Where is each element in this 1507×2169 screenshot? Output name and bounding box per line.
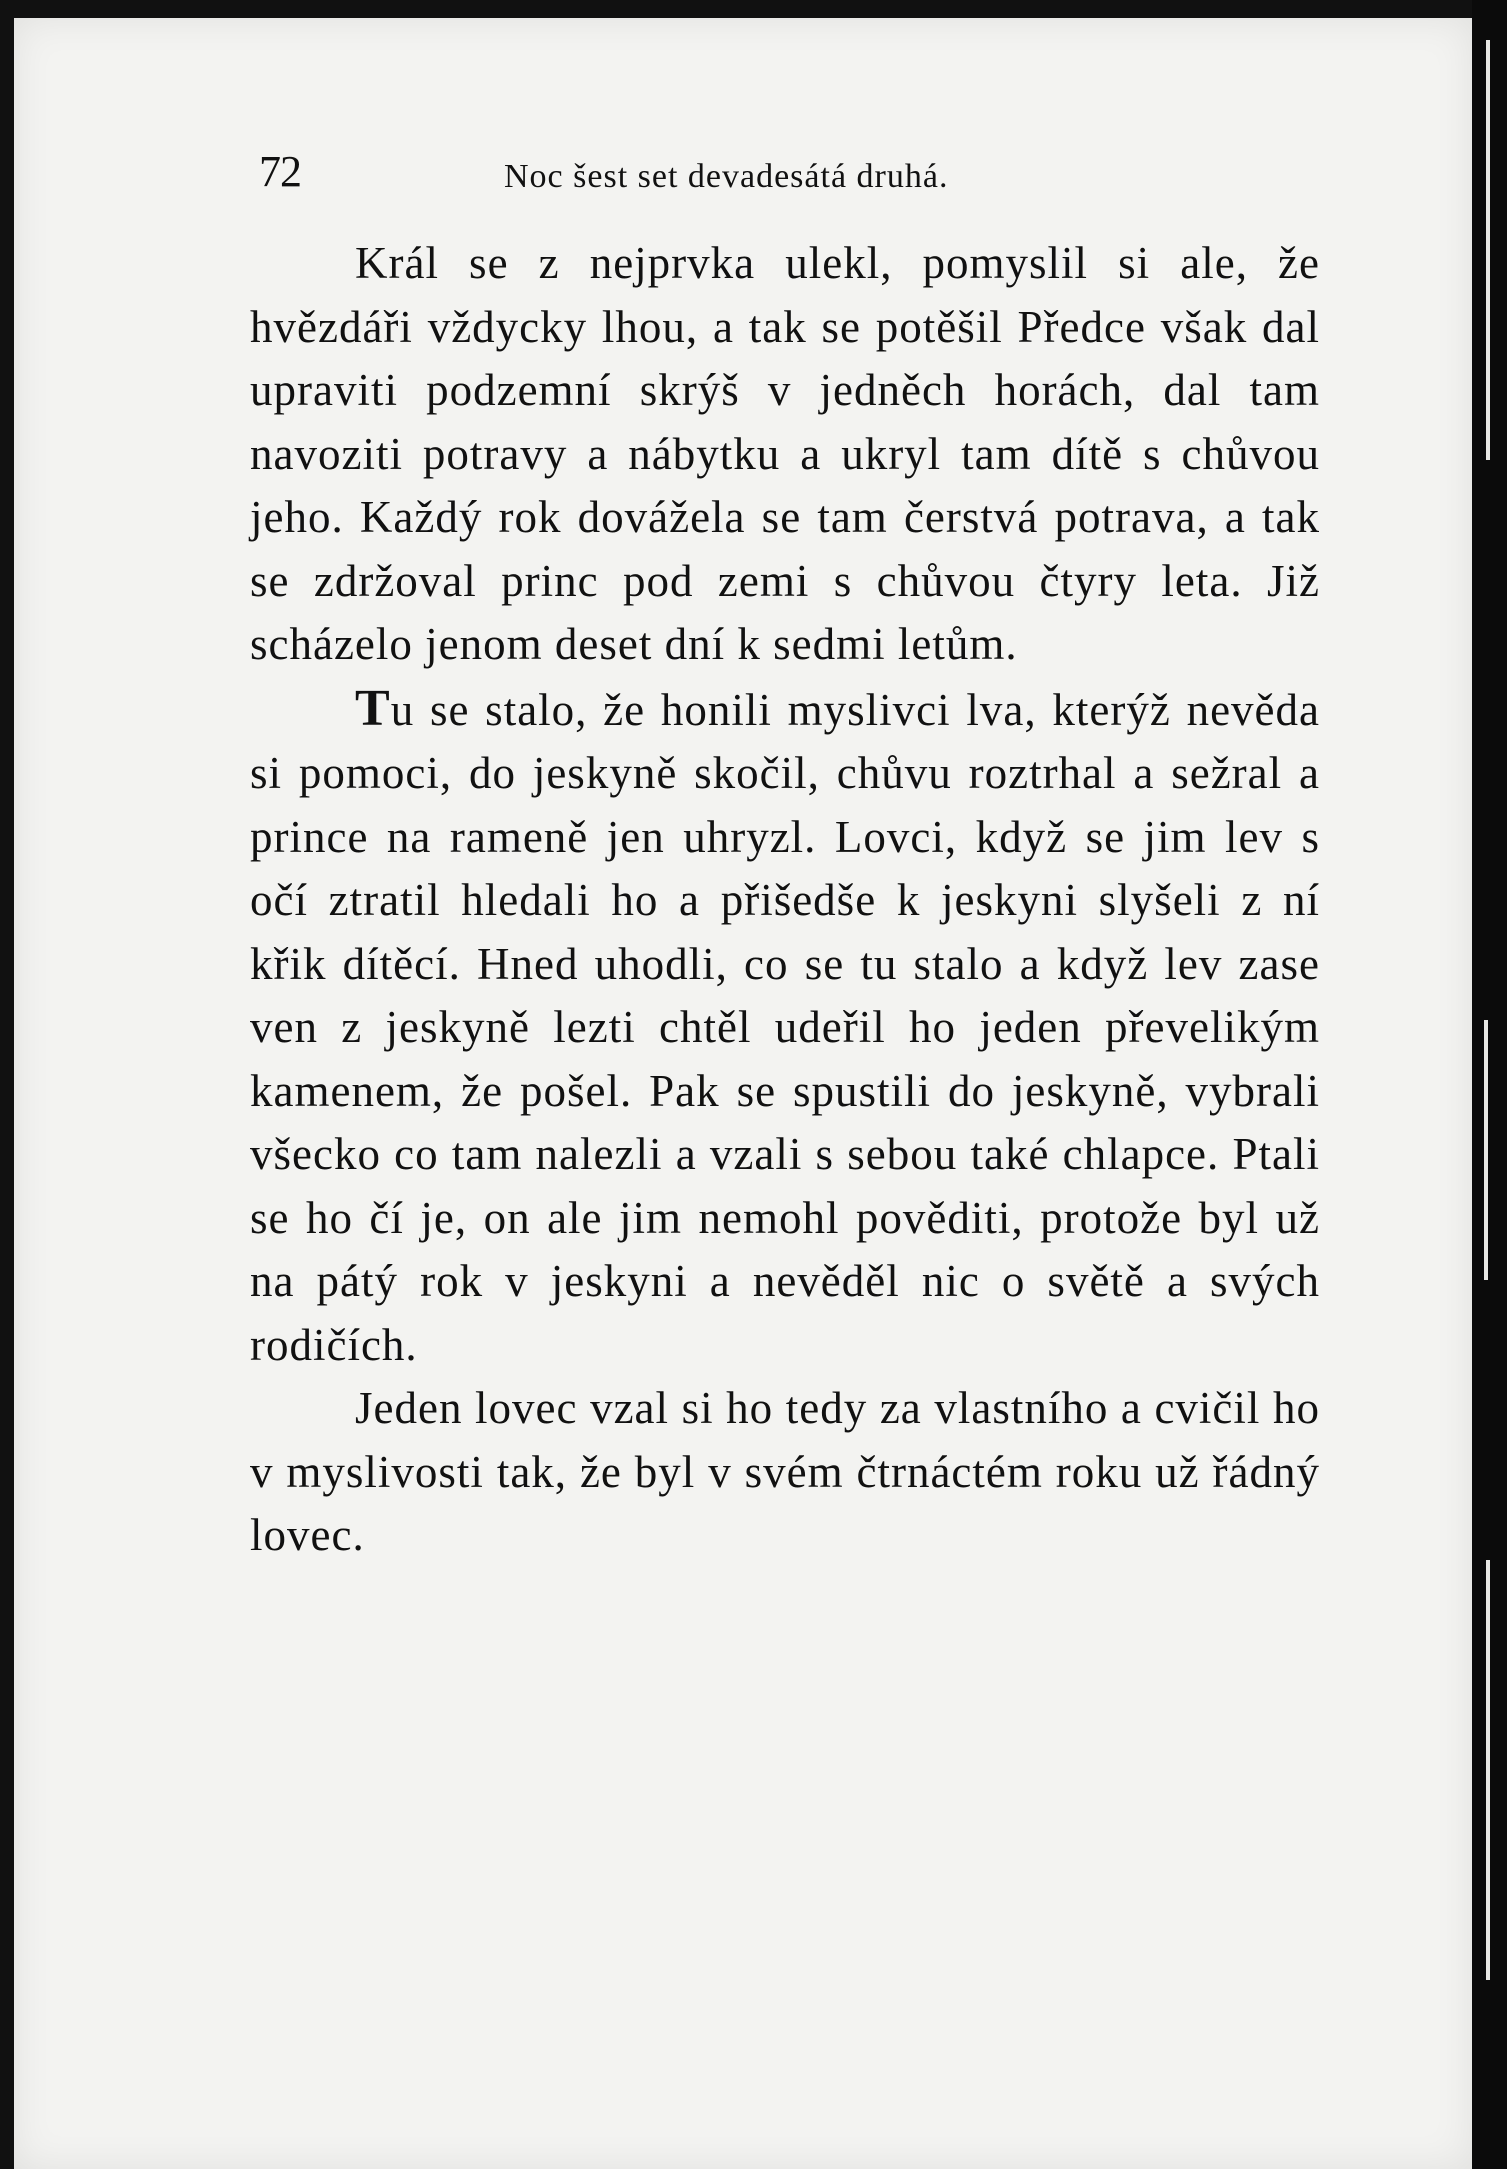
edge-mark	[1484, 1020, 1488, 1280]
scan-edge	[1472, 0, 1507, 2169]
paragraph-2	[250, 677, 1320, 1378]
paragraph-3	[250, 1377, 1320, 1568]
running-title: Noc šest set devadesátá druhá.	[504, 158, 949, 195]
page-header	[244, 146, 1344, 206]
body-text	[250, 232, 1320, 1568]
paragraph-1-text: Král se z nejprvka ulekl, pomyslil si ale, že hvězdáři vždycky lhou, a tak se potěšil Předce však dal upraviti podzemní skrýš v jedněch horách, dal tam navoziti potravy a nábytku a ukryl tam dítě s chůvou jeho. Každý rok dovážela se tam čerstvá potrava, a tak se zdržoval princ pod zemi s chůvou čtyry leta. Již scházelo jenom deset dní k sedmi letům.	[250, 238, 1320, 669]
paragraph-3-text: Jeden lovec vzal si ho tedy za vlastního a cvičil ho v myslivosti tak, že byl v svém čtrnáctém roku už řádný lovec.	[250, 1383, 1320, 1560]
paragraph-1	[250, 232, 1320, 677]
edge-mark	[1486, 40, 1490, 460]
page-number: 72	[259, 147, 301, 196]
edge-mark	[1486, 1560, 1490, 1980]
paragraph-2-initial: T	[355, 679, 391, 737]
paragraph-2-text: u se stalo, že honili myslivci lva, kterýž nevěda si pomoci, do jeskyně skočil, chůvu roztrhal a sežral a prince na rameně jen uhryzl. Lovci, když se jim lev s očí ztratil hledali ho a přišedše k jeskyni slyšeli z ní křik dítěcí. Hned uhodli, co se tu stalo a když lev zase ven z jeskyně lezti chtěl udeřil ho jeden převelikým kamenem, že pošel. Pak se spustili do jeskyně, vybrali všecko co tam nalezli a vzali s sebou také chlapce. Ptali se ho čí je, on ale jim nemohl pověditi, protože byl už na pátý rok v jeskyni a nevěděl nic o světě a svých rodičích.	[250, 684, 1320, 1370]
